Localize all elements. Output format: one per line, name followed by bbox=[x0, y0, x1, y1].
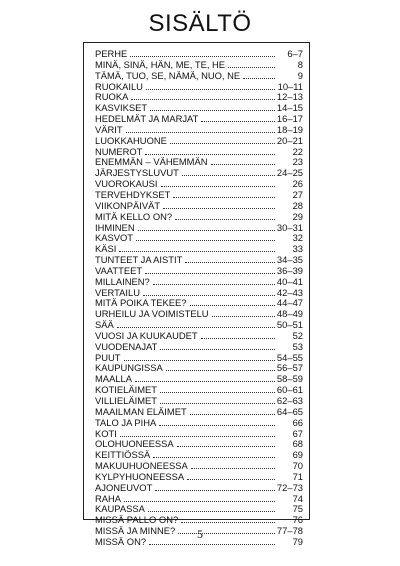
toc-entry-title: SÄÄ bbox=[95, 319, 114, 331]
dot-leader bbox=[153, 284, 275, 285]
toc-entry-page: 60–61 bbox=[276, 384, 303, 396]
dot-leader bbox=[228, 67, 275, 68]
dot-leader bbox=[124, 360, 275, 361]
toc-entry-title: LUOKKAHUONE bbox=[95, 134, 167, 146]
toc-entry-page: 18–19 bbox=[276, 123, 303, 135]
toc-entry-page: 50–51 bbox=[276, 319, 303, 331]
toc-entry-title: VILLIELÄIMET bbox=[95, 395, 158, 406]
toc-entry-title: KASVIKSET bbox=[95, 102, 148, 114]
dot-leader bbox=[160, 349, 275, 350]
dot-leader bbox=[187, 479, 275, 480]
dot-leader bbox=[163, 208, 275, 209]
dot-leader bbox=[212, 316, 275, 317]
toc-entry-page: 36–39 bbox=[276, 264, 303, 276]
dot-leader bbox=[191, 468, 275, 469]
toc-entry-page: 6–7 bbox=[287, 48, 303, 59]
dot-leader bbox=[130, 56, 275, 57]
toc-entry-title: RUOKAILU bbox=[95, 80, 143, 92]
dot-leader bbox=[211, 164, 275, 165]
toc-entry-page: 68 bbox=[292, 438, 303, 450]
dot-leader bbox=[182, 175, 275, 176]
toc-entry-title: VUODENAJAT bbox=[95, 340, 158, 352]
toc-entry bbox=[95, 277, 303, 288]
toc-entry-title: MISSÄ JA MINNE? bbox=[95, 525, 176, 537]
toc-entry-page: 67 bbox=[292, 427, 303, 439]
dot-leader bbox=[131, 99, 275, 100]
dot-leader bbox=[145, 154, 275, 155]
dot-leader bbox=[143, 295, 275, 296]
toc-entry-title: JÄRJESTYSLUVUT bbox=[95, 167, 179, 179]
toc-entry-page: 10–11 bbox=[277, 80, 303, 92]
dot-leader bbox=[124, 501, 275, 502]
toc-entry-page: 42–43 bbox=[276, 286, 303, 298]
toc-entry-page: 8 bbox=[297, 58, 303, 70]
dot-leader bbox=[119, 251, 275, 252]
toc-entry-page: 64–65 bbox=[276, 405, 303, 417]
toc-entry-title: MAKUUHUONEESSA bbox=[95, 460, 188, 472]
toc-entry-title: HEDELMÄT JA MARJAT bbox=[95, 113, 199, 125]
toc-entry-title: MITÄ KELLO ON? bbox=[95, 210, 173, 222]
toc-entry-page: 14–15 bbox=[276, 102, 303, 114]
dot-leader bbox=[155, 490, 275, 491]
toc-entry-title: KAUPUNGISSA bbox=[95, 362, 163, 374]
toc-entry-page: 33 bbox=[292, 243, 303, 255]
toc-entry-title: AJONEUVOT bbox=[95, 481, 153, 493]
dot-leader bbox=[173, 197, 275, 198]
toc-entry-page: 12–13 bbox=[276, 91, 303, 103]
dot-leader bbox=[120, 436, 275, 437]
page-number: 5 bbox=[197, 527, 203, 541]
toc-entry-title: OLOHUONEESSA bbox=[95, 438, 174, 450]
toc-entry-page: 40–41 bbox=[276, 275, 303, 287]
toc-entry-page: 29 bbox=[292, 210, 303, 222]
dot-leader bbox=[136, 240, 275, 241]
toc-entry-title: URHEILU JA VOIMISTELU bbox=[95, 308, 209, 320]
toc-entry-title: PERHE bbox=[95, 48, 128, 59]
toc-entry-page: 9 bbox=[297, 69, 303, 81]
toc-entry bbox=[95, 136, 303, 147]
toc-entry-title: VIIKONPÄIVÄT bbox=[95, 199, 161, 211]
toc-entry-title: KOTI bbox=[95, 427, 117, 439]
dot-leader bbox=[138, 230, 275, 231]
toc-entry-title: TERVEHDYKSET bbox=[95, 188, 171, 200]
dot-leader bbox=[166, 370, 275, 371]
dot-leader bbox=[190, 305, 275, 306]
toc-entry-page: 71 bbox=[292, 470, 303, 482]
toc-entry-title: PUUT bbox=[95, 351, 121, 363]
toc-entry-title: ENEMMÄN – VÄHEMMÄN bbox=[95, 156, 208, 168]
dot-leader bbox=[117, 327, 275, 328]
toc-entry bbox=[95, 71, 303, 82]
toc-entry-page: 77–78 bbox=[276, 525, 303, 537]
toc-entry-title: VÄRIT bbox=[95, 123, 123, 135]
dot-leader bbox=[135, 381, 275, 382]
toc-entry bbox=[95, 212, 303, 223]
toc-entry-title: IHMINEN bbox=[95, 221, 135, 233]
toc-entry-page: 24–25 bbox=[276, 167, 303, 179]
toc-entry bbox=[95, 418, 303, 429]
toc-entry bbox=[95, 342, 303, 353]
dot-leader bbox=[177, 446, 275, 447]
toc-entry-page: 44–47 bbox=[276, 297, 303, 309]
toc-entry-title: NUMEROT bbox=[95, 145, 143, 157]
toc-entry-page: 66 bbox=[292, 416, 303, 428]
toc-entry-page: 69 bbox=[292, 449, 303, 461]
toc-entry-title: KOTIELÄIMET bbox=[95, 384, 157, 396]
dot-leader bbox=[159, 425, 275, 426]
toc-entry-page: 23 bbox=[292, 156, 303, 168]
dot-leader bbox=[181, 522, 275, 523]
table-of-contents bbox=[95, 49, 303, 548]
toc-entry-page: 75 bbox=[292, 503, 303, 515]
dot-leader bbox=[149, 544, 275, 545]
toc-entry-title: TALO JA PIHA bbox=[95, 416, 157, 428]
dot-leader bbox=[201, 338, 275, 339]
toc-entry-title: RUOKA bbox=[95, 91, 129, 103]
dot-leader bbox=[201, 121, 275, 122]
toc-entry-title: TÄMÄ, TUO, SE, NÄMÄ, NUO, NE bbox=[95, 69, 241, 81]
dot-leader bbox=[126, 132, 275, 133]
dot-leader bbox=[153, 457, 275, 458]
toc-entry-title: KEITTIÖSSÄ bbox=[95, 449, 151, 461]
toc-entry-page: 34–35 bbox=[276, 254, 303, 266]
toc-entry-title: MAALLA bbox=[95, 373, 132, 385]
toc-entry-title: TUNTEET JA AISTIT bbox=[95, 254, 183, 266]
toc-entry-title: MINÄ, SINÄ, HÄN, ME, TE, HE bbox=[95, 58, 226, 70]
dot-leader bbox=[243, 78, 275, 79]
toc-entry-page: 26 bbox=[292, 178, 303, 190]
dot-leader bbox=[148, 511, 275, 512]
toc-entry-page: 48–49 bbox=[276, 308, 303, 320]
dot-leader bbox=[160, 403, 275, 404]
toc-entry-page: 32 bbox=[292, 232, 303, 244]
toc-entry-title: KAUPASSA bbox=[95, 503, 145, 515]
toc-entry bbox=[95, 233, 303, 244]
toc-entry-page: 16–17 bbox=[276, 113, 303, 125]
toc-entry-title: KASVOT bbox=[95, 232, 134, 244]
toc-entry-title: RAHA bbox=[95, 492, 122, 504]
dot-leader bbox=[161, 186, 275, 187]
dot-leader bbox=[190, 414, 275, 415]
toc-entry-page: 74 bbox=[292, 492, 303, 504]
dot-leader bbox=[185, 262, 275, 263]
toc-entry-page: 79 bbox=[292, 535, 303, 547]
toc-entry-title: MITÄ POIKA TEKEE? bbox=[95, 297, 187, 309]
toc-entry-page: 53 bbox=[292, 340, 303, 352]
toc-entry-page: 27 bbox=[292, 188, 303, 200]
toc-entry-page: 70 bbox=[292, 460, 303, 472]
toc-entry-title: MILLAINEN? bbox=[95, 275, 150, 287]
toc-entry bbox=[95, 114, 303, 125]
page-title: SISÄLTÖ bbox=[148, 10, 252, 37]
toc-entry-title: KÄSI bbox=[95, 243, 117, 255]
toc-entry-page: 22 bbox=[292, 145, 303, 157]
toc-entry-page: 72–73 bbox=[276, 481, 303, 493]
toc-entry-title: VERTAILU bbox=[95, 286, 140, 298]
toc-entry bbox=[95, 483, 303, 494]
toc-entry-title: MISSÄ PALLO ON? bbox=[95, 514, 179, 526]
toc-entry-page: 62–63 bbox=[276, 395, 303, 406]
dot-leader bbox=[150, 110, 275, 111]
toc-entry-page: 20–21 bbox=[276, 134, 303, 146]
toc-entry-title: MAAILMAN ELÄIMET bbox=[95, 405, 187, 417]
toc-entry-page: 58–59 bbox=[276, 373, 303, 385]
dot-leader bbox=[145, 273, 275, 274]
toc-entry bbox=[95, 309, 303, 320]
toc-entry-page: 52 bbox=[292, 329, 303, 341]
toc-entry-page: 76 bbox=[292, 514, 303, 526]
toc-entry-page: 54–55 bbox=[276, 351, 303, 363]
toc-entry-title: KYLPYHUONEESSA bbox=[95, 470, 185, 482]
toc-entry-title: VAATTEET bbox=[95, 264, 143, 276]
dot-leader bbox=[160, 392, 275, 393]
dot-leader bbox=[175, 219, 275, 220]
toc-entry-title: MISSÄ ON? bbox=[95, 535, 147, 547]
toc-entry-page: 28 bbox=[292, 199, 303, 211]
dot-leader bbox=[146, 89, 275, 90]
toc-entry-title: VUOSI JA KUUKAUDET bbox=[95, 329, 198, 341]
toc-entry-page: 56–57 bbox=[276, 362, 303, 374]
toc-entry-page: 30–31 bbox=[276, 221, 303, 233]
dot-leader bbox=[170, 143, 275, 144]
toc-entry-title: VUOROKAUSI bbox=[95, 178, 158, 190]
